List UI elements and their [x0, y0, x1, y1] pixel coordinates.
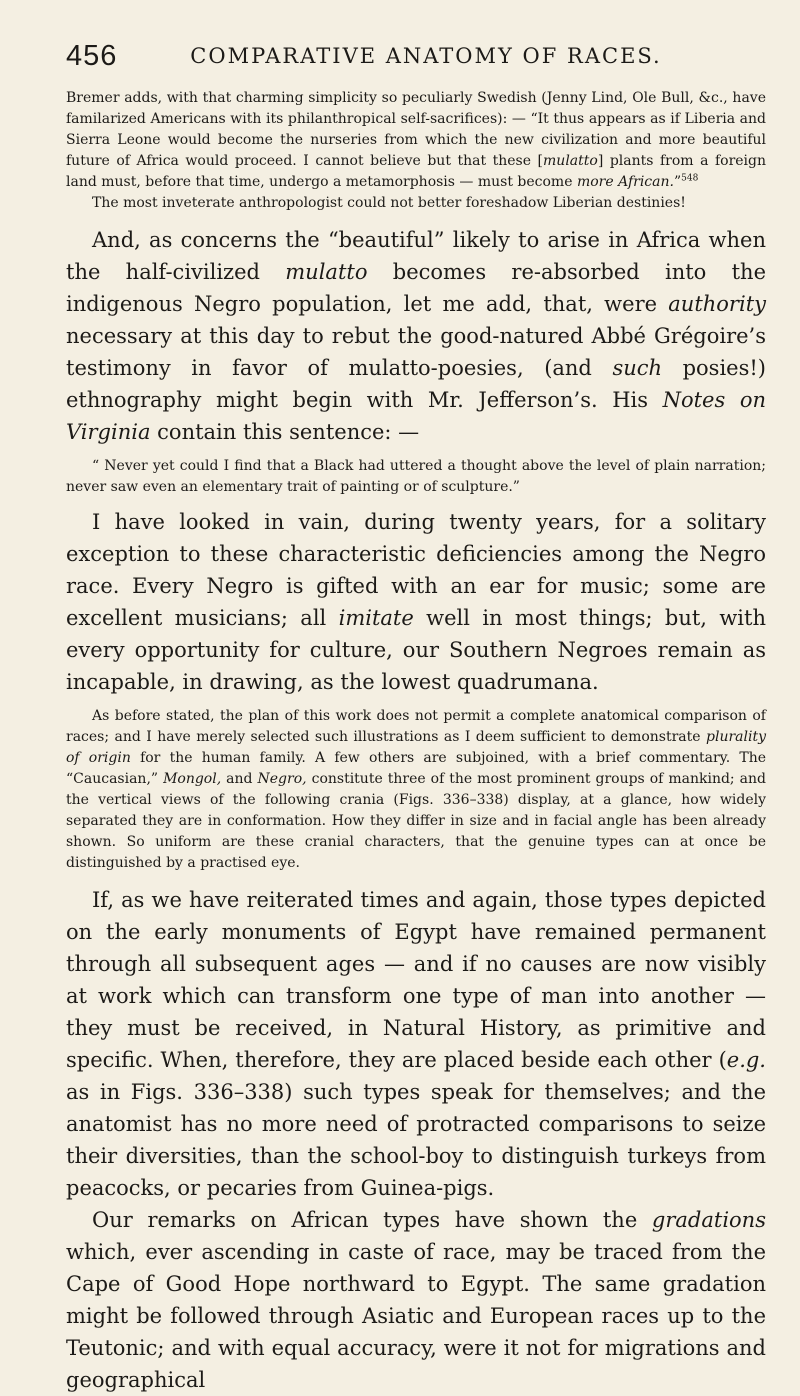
paragraph-deficiencies: I have looked in vain, during twenty years, for a solitary exception to these characteristic deficiencies among the Negro race. Every Negro is gifted with an ear for music; some are excellent musicians; all imitate well in most things; but, with every opportunity for culture, our Southern Negroes remain as incapable, in drawing, as the lowest quadrumana. [66, 510, 766, 694]
paragraph-beautiful: And, as concerns the “beautiful” likely to arise in Africa when the half-civilized mulatto becomes re-absorbed into the indigenous Negro population, let me add, that, were authority necessary at this day to rebut the good-natured Abbé Grégoire’s testimony in favor of mulatto-poesies, (and such posies!) ethnography might begin with Mr. Jefferson’s. His Notes on Virginia contain this sentence: — [66, 228, 767, 444]
running-title: COMPARATIVE ANATOMY OF RACES. [190, 44, 662, 68]
paragraph-anthropologist: The most inveterate anthropologist could not better foreshadow Liberian destinies! [92, 195, 686, 211]
paragraph-comparison: As before stated, the plan of this work does not permit a complete anatomical comparison of races; and I have merely selected such illustrations as I deem sufficient to demonstrate plurality of origin for the human family. A few others are subjoined, with a brief commentary. The “Caucasian,” Mongol, and Negro, constitute three of the most prominent groups of mankind; and the vertical views of the following crania (Figs. 336–338) display, at a glance, how widely separated they are in conformation. How they differ in size and in facial angle has been already shown. So uniform are these cranial characters, that the genuine types can at once be distinguished by a practised eye. [66, 708, 766, 871]
paragraph-gradations: Our remarks on African types have shown the gradations which, ever ascending in caste of race, may be traced from the Cape of Good Hope northward to Egypt. The same gradation might be followed through Asiatic and European races up to the Teutonic; and with equal accuracy, were it not for migrations and geographical [66, 1208, 766, 1392]
quote-jefferson: “ Never yet could I find that a Black had uttered a thought above the level of plain narration; never saw even an elementary trait of painting or of sculpture.” [66, 458, 766, 495]
page-number: 456 [66, 40, 118, 72]
footnote-ref: 548 [681, 173, 699, 184]
page-header [66, 38, 766, 78]
paragraph-types: If, as we have reiterated times and again, those types depicted on the early monuments of Egypt have remained permanent through all subsequent ages — and if no causes are now visibly at work which can transform one type of man into another — they must be received, in Natural History, as primitive and specific. When, therefore, they are placed beside each other (e.g. as in Figs. 336–338) such types speak for themselves; and the anatomist has no more need of protracted comparisons to seize their diversities, than the school-boy to distinguish turkeys from peacocks, or pecaries from Guinea-pigs. [66, 888, 766, 1200]
book-page [66, 38, 766, 1396]
quote-bremer: Bremer adds, with that charming simplicity so peculiarly Swedish (Jenny Lind, Ole Bull, &c., have familarized Americans with its philanthropical self-sacrifices): — “It thus appears as if Liberia and Sierra Leone would become the nurseries from which the new civilization and more beautiful future of Africa would proceed. I cannot believe but that these [mulatto] plants from a foreign land must, before that time, undergo a metamorphosis — must become more African.”$^{548}$ [66, 90, 766, 190]
